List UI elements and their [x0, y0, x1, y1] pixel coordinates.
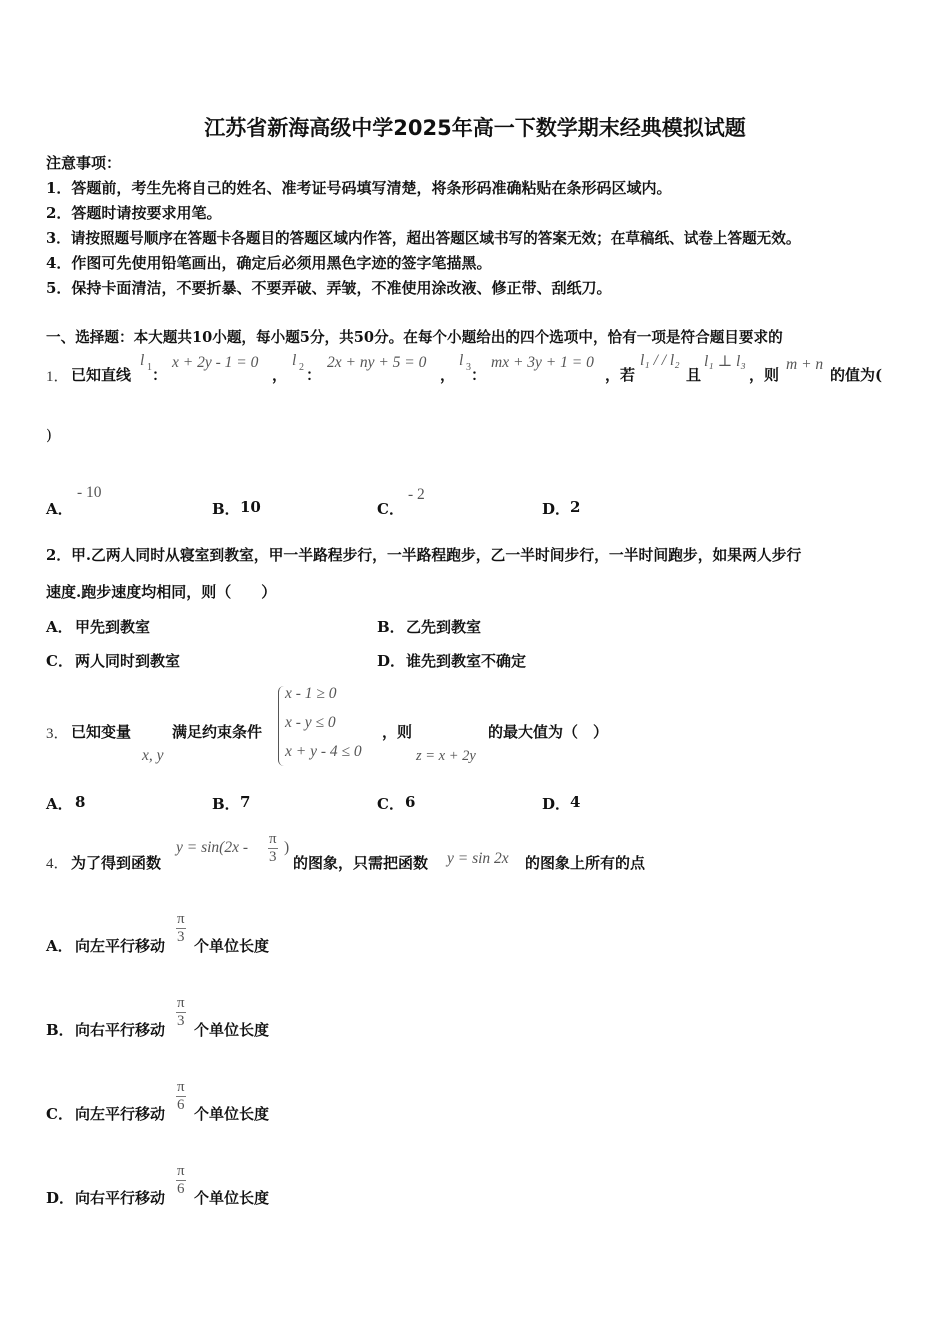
notice-item-1: 1．答题前，考生先将自己的姓名、准考证号码填写清楚，将条形码准确粘贴在条形码区域内。 — [46, 179, 672, 197]
q4-option-c-num: π — [177, 1079, 185, 1095]
q3-option-b-value: 7 — [240, 793, 251, 811]
q1-colon-3: ： — [471, 366, 487, 384]
q4-option-c-fraction — [176, 1079, 186, 1114]
q1-option-a-label: A． — [46, 500, 73, 518]
q4-option-a-num: π — [177, 911, 185, 927]
q1-colon-1: ： — [152, 366, 168, 384]
q4-option-b-den: 3 — [177, 1013, 185, 1029]
q2-option-a-label: A． — [46, 618, 73, 636]
q1-option-b-value: 10 — [240, 498, 261, 516]
q3-text-lead: 已知变量 — [71, 723, 132, 741]
q1-option-d-value: 2 — [570, 498, 581, 516]
q3-objective: z = x + 2y — [416, 748, 476, 764]
q1-parallel-cond: l₁ / / l₂ — [640, 352, 680, 369]
q4-option-c-unit: 个单位长度 — [194, 1105, 270, 1123]
q1-comma-2: ， — [440, 366, 456, 384]
q3-option-c-label: C． — [377, 795, 404, 813]
q4-option-d-text: 向右平行移动 — [75, 1189, 166, 1207]
q1-l2: l — [292, 352, 297, 369]
q1-line-1-eq: x + 2y - 1 = 0 — [172, 354, 259, 371]
q2-option-a-value: 甲先到教室 — [75, 618, 151, 636]
q2-stem-line-2: 速度.跑步速度均相同，则（ ） — [46, 583, 277, 601]
q4-option-a-den: 3 — [177, 929, 185, 945]
q4-option-c-text: 向左平行移动 — [75, 1105, 166, 1123]
q4-option-b-text: 向右平行移动 — [75, 1021, 166, 1039]
q4-option-a-fraction — [176, 911, 186, 946]
q1-and: 且 — [686, 366, 702, 384]
q4-option-d-fraction — [176, 1163, 186, 1198]
q3-text-tail: 的最大值为（ ） — [488, 723, 609, 741]
q1-l1-sub: 1 — [147, 362, 152, 373]
q1-l2-sub: 2 — [299, 362, 304, 373]
q1-perp-cond: l₁ ⊥ l₃ — [704, 353, 746, 370]
q3-text-then: ，则 — [382, 723, 413, 741]
q4-pi-over-3 — [268, 831, 278, 866]
q1-l1: l — [140, 352, 145, 369]
q4-option-a-unit: 个单位长度 — [194, 937, 270, 955]
q4-function-target: y = sin(2x - — [176, 839, 249, 856]
section-heading: 一、选择题：本大题共10小题，每小题5分，共50分。在每个小题给出的四个选项中，恰有一项是符合题目要求的 — [46, 329, 783, 346]
q1-text-tail: 的值为( — [830, 366, 883, 384]
q4-option-b-unit: 个单位长度 — [194, 1021, 270, 1039]
q3-option-a-value: 8 — [75, 793, 86, 811]
q3-vars: x, y — [142, 747, 164, 764]
q3-option-d-value: 4 — [570, 793, 581, 811]
q4-option-b-fraction — [176, 995, 186, 1030]
q2-option-b-value: 乙先到教室 — [406, 618, 482, 636]
q4-three: 3 — [269, 849, 277, 865]
q4-text-tail: 的图象上所有的点 — [525, 854, 646, 872]
q4-option-c-den: 6 — [177, 1097, 185, 1113]
q3-option-a-label: A． — [46, 795, 73, 813]
notice-item-2: 2．答题时请按要求用笔。 — [46, 204, 222, 222]
q1-close-paren: ) — [46, 426, 52, 444]
q1-line-3-eq: mx + 3y + 1 = 0 — [491, 354, 594, 371]
q1-option-a-value: - 10 — [77, 484, 102, 501]
q2-stem-line-1: 2．甲.乙两人同时从寝室到教室，甲一半路程步行，一半路程跑步，乙一半时间步行，一半时间跑步，如果两人步行 — [46, 547, 802, 564]
q4-option-b-num: π — [177, 995, 185, 1011]
q4-option-c-label: C． — [46, 1105, 73, 1123]
q2-option-d-label: D． — [377, 652, 406, 670]
q3-constraint-3: x + y - 4 ≤ 0 — [285, 743, 362, 760]
q2-option-c-value: 两人同时到教室 — [75, 652, 181, 670]
notice-item-5: 5．保持卡面清洁，不要折暴、不要弄破、弄皱，不准使用涂改液、修正带、刮纸刀。 — [46, 279, 612, 297]
q1-line-2-eq: 2x + ny + 5 = 0 — [327, 354, 427, 371]
q1-option-d-label: D． — [542, 500, 571, 518]
q3-option-d-label: D． — [542, 795, 571, 813]
q4-option-a-label: A． — [46, 937, 73, 955]
q1-option-b-label: B． — [212, 500, 240, 518]
q4-pi: π — [269, 831, 277, 847]
q4-text-mid: 的图象，只需把函数 — [293, 854, 429, 872]
q1-text-lead: 已知直线 — [71, 366, 132, 384]
q1-if: ，若 — [605, 366, 636, 384]
q4-option-d-num: π — [177, 1163, 185, 1179]
q1-comma-1: ， — [272, 366, 288, 384]
page-title: 江苏省新海高级中学2025年高一下数学期末经典模拟试题 — [204, 116, 746, 140]
q1-option-c-label: C． — [377, 500, 404, 518]
q4-option-d-label: D． — [46, 1189, 75, 1207]
q1-m-plus-n: m + n — [786, 356, 824, 373]
q3-number: 3． — [46, 726, 69, 742]
q4-option-d-unit: 个单位长度 — [194, 1189, 270, 1207]
q1-option-c-value: - 2 — [408, 486, 425, 503]
q4-option-b-label: B． — [46, 1021, 74, 1039]
q3-option-c-value: 6 — [405, 793, 416, 811]
q3-constraint-1: x - 1 ≥ 0 — [285, 685, 337, 702]
q1-then: ，则 — [749, 366, 780, 384]
q1-l3-sub: 3 — [466, 362, 471, 373]
q3-constraint-2: x - y ≤ 0 — [285, 714, 336, 731]
q4-option-d-den: 6 — [177, 1181, 185, 1197]
q1-number: 1． — [46, 369, 69, 385]
q1-l3: l — [459, 352, 464, 369]
notice-item-3: 3．请按照题号顺序在答题卡各题目的答题区域内作答，超出答题区域书写的答案无效；在草稿纸、试卷上答题无效。 — [46, 230, 801, 247]
q4-option-a-text: 向左平行移动 — [75, 937, 166, 955]
q3-option-b-label: B． — [212, 795, 240, 813]
notice-heading: 注意事项： — [46, 154, 122, 172]
q4-number: 4． — [46, 856, 69, 872]
q4-right-paren: ) — [284, 839, 290, 856]
q4-function-source: y = sin 2x — [447, 850, 509, 867]
q1-colon-2: ： — [306, 366, 322, 384]
q2-option-d-value: 谁先到教室不确定 — [406, 652, 527, 670]
q3-text-constraint: 满足约束条件 — [172, 723, 263, 741]
q2-option-b-label: B． — [377, 618, 405, 636]
q4-text-lead: 为了得到函数 — [71, 854, 162, 872]
notice-item-4: 4．作图可先使用铅笔画出，确定后必须用黑色字迹的签字笔描黑。 — [46, 254, 492, 272]
q2-option-c-label: C． — [46, 652, 73, 670]
